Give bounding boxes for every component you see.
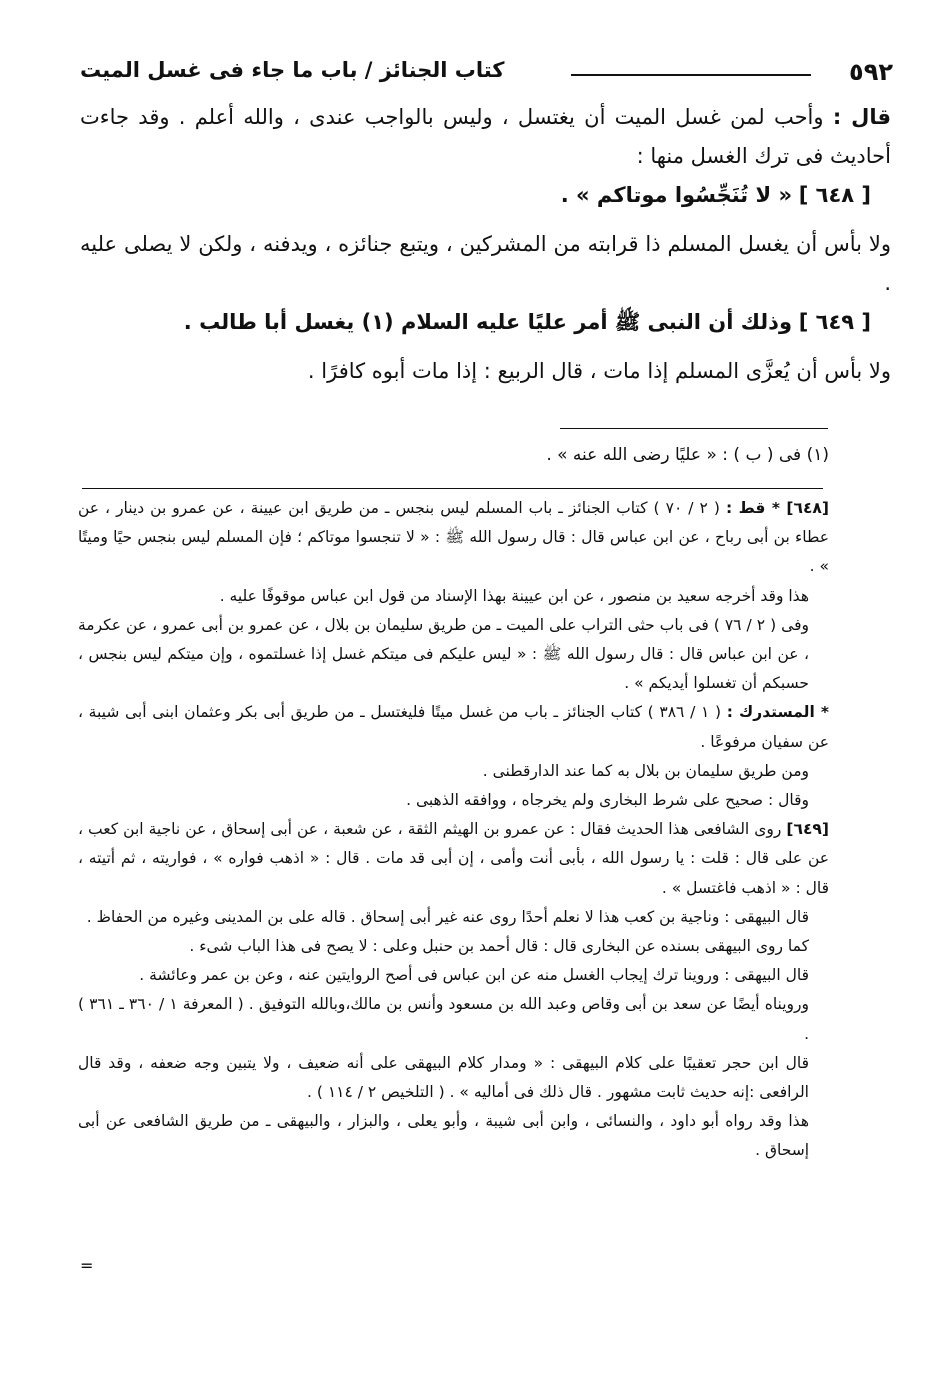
note-648-c: وفى ( ٢ / ٧٦ ) فى باب حثى التراب على الميت ـ من طريق سليمان بن بلال ، عن عمرو بن أبى عمرو ، عن عكرمة ، عن ابن عباس قال : قال رسول الله ﷺ : « ليس عليكم فى ميتكم غسل إذا غسلتموه ، وإن ميتكم ليس بنجس ، حسبكم أن تغسلوا أيديكم » . xyxy=(78,615,810,693)
paragraph-1-text: وأحب لمن غسل الميت أن يغتسل ، وليس بالواجب عندى ، والله أعلم . وقد جاءت أحاديث فى ترك الغسل منها : xyxy=(80,105,891,168)
main-text xyxy=(80,98,891,391)
hadith-649-text: وذلك أن النبى ﷺ أمر عليًا عليه السلام (١) يغسل أبا طالب . xyxy=(183,310,793,334)
hadith-649-number: [ ٦٤٩ ] xyxy=(798,310,871,334)
hadith-649 xyxy=(80,303,891,342)
note-649-a-text: روى الشافعى هذا الحديث فقال : عن عمرو بن الهيثم الثقة ، عن شعبة ، عن أبى إسحاق ، عن ناجية ابن كعب ، عن على قال : قلت : يا رسول الله ، بأبى أنت وأمى ، إن أبى قد مات . قال : « اذهب فواره » ، فواريته ، ثم أتيته ، قال : « اذهب فاغتسل » . xyxy=(78,820,829,897)
note-649-a xyxy=(78,815,829,903)
book-title: كتاب الجنائز / باب ما جاء فى غسل الميت xyxy=(80,58,505,82)
hadith-648-text: « لا تُنَجِّسُوا موتاكم » . xyxy=(560,183,793,207)
notes-separator xyxy=(82,488,823,489)
note-648-d xyxy=(78,698,829,756)
paragraph-3: ولا بأس أن يُعزَّى المسلم إذا مات ، قال الربيع : إذا مات أبوه كافرًا . xyxy=(307,359,891,383)
note-649-g: هذا وقد رواه أبو داود ، والنسائى ، وابن أبى شيبة ، وأبو يعلى ، والبزار ، والبيهقى ـ من طريق الشافعى عن أبى إسحاق . xyxy=(78,1112,809,1160)
qala-label: قال : xyxy=(832,105,891,129)
note-649-b: قال البيهقى : وناجية بن كعب هذا لا نعلم أحدًا روى عنه غير أبى إسحاق . قاله على بن المدينى وغيره من الحفاظ . xyxy=(86,907,809,926)
running-header xyxy=(80,54,893,90)
continuation-mark: = xyxy=(80,1256,94,1275)
footnote-separator xyxy=(560,428,828,429)
paragraph-2: ولا بأس أن يغسل المسلم ذا قرابته من المشركين ، ويتبع جنائزه ، ويدفنه ، ولكن لا يصلى عليه . xyxy=(80,232,891,295)
hadith-648 xyxy=(80,176,891,215)
note-648-e: ومن طريق سليمان بن بلال به كما عند الدارقطنى . xyxy=(482,761,809,780)
hadith-648-number: [ ٦٤٨ ] xyxy=(798,183,871,207)
takhrij-notes xyxy=(78,494,829,1166)
note-649-label: [٦٤٩] xyxy=(786,820,829,839)
note-649-d: قال البيهقى : وروينا ترك إيجاب الغسل منه عن ابن عباس فى أصح الروايتين عنه ، وعن بن عمر وعائشة . xyxy=(139,966,809,985)
note-648-d-text: ( ١ / ٣٨٦ ) كتاب الجنائز ـ باب من غسل ميتًا فليغتسل ـ من طريق أبى بكر وعثمان ابنى أبى شيبة ، عن سفيان مرفوعًا . xyxy=(78,703,829,751)
note-648-b: هذا وقد أخرجه سعيد بن منصور ، عن ابن عيينة بهذا الإسناد من قول ابن عباس موقوفًا عليه . xyxy=(219,586,809,605)
note-649-c: كما روى البيهقى بسنده عن البخارى قال : قال أحمد بن حنبل وعلى : لا يصح فى هذا الباب شىء . xyxy=(189,937,809,956)
note-648-f: وقال : صحيح على شرط البخارى ولم يخرجاه ، ووافقه الذهبى . xyxy=(406,791,809,810)
footnote-1: (١) فى ( ب ) : « عليًا رضى الله عنه » . xyxy=(546,445,829,465)
note-648-a-text: ( ٢ / ٧٠ ) كتاب الجنائز ـ باب المسلم ليس بنجس ـ من طريق ابن عيينة ، عن عمرو بن دينار ، عن عطاء بن أبى رباح ، عن ابن عباس قال : قال رسول الله ﷺ : « لا تنجسوا موتاكم ؛ فإن المسلم ليس بنجس حيًا وميتًا » . xyxy=(78,499,829,576)
paragraph-1 xyxy=(80,98,891,176)
note-648-label: [٦٤٨] * قط : xyxy=(725,499,829,517)
note-649-e: ورويناه أيضًا عن سعد بن أبى وقاص وعبد الله بن مسعود وأنس بن مالك،وبالله التوفيق . ( المعرفة ١ / ٣٦٠ ـ ٣٦١ ) . xyxy=(78,995,809,1043)
note-648-a xyxy=(78,494,829,582)
page-number: ٥٩٢ xyxy=(849,58,893,86)
header-rule xyxy=(571,74,811,76)
mustadrak-label: * المستدرك : xyxy=(726,703,830,722)
note-649-f: قال ابن حجر تعقيبًا على كلام البيهقى : « ومدار كلام البيهقى على أنه ضعيف ، ولا يتبين وجه ضعفه ، وقد قال الرافعى :إنه حديث ثابت مشهور . قال ذلك فى أماليه » . ( التلخيص ٢ / ١١٤ ) . xyxy=(78,1053,809,1102)
